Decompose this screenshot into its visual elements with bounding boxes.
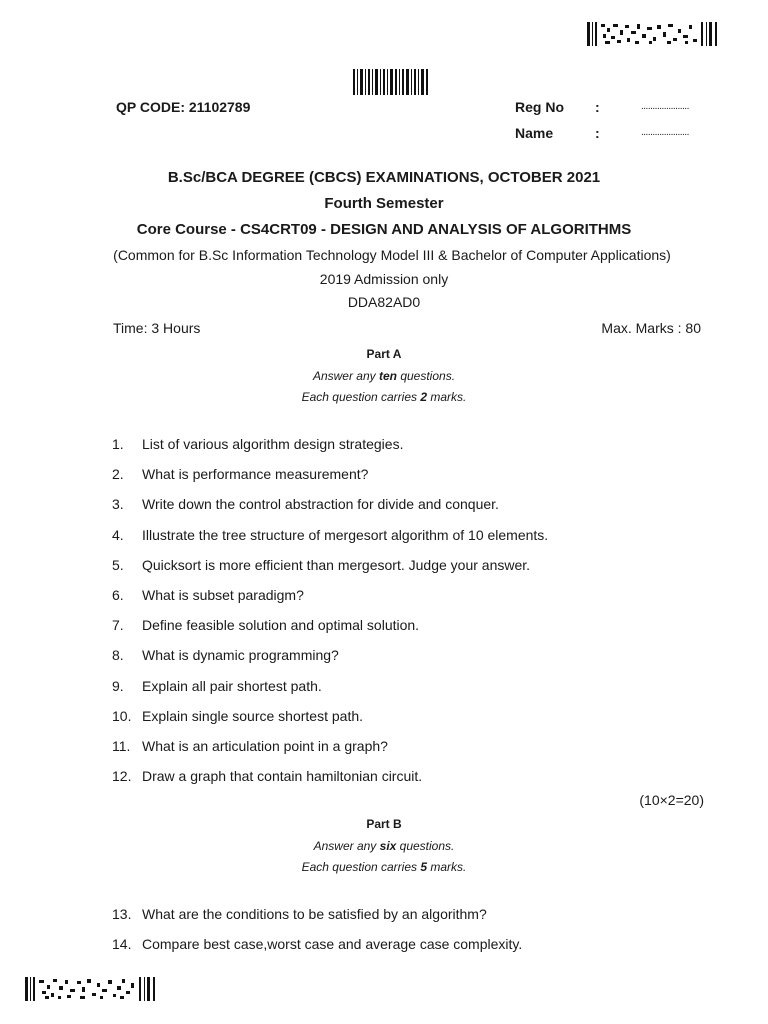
question-text: Explain single source shortest path. <box>142 707 364 724</box>
reg-no-field: ..................... <box>641 101 689 112</box>
question-text: What is an articulation point in a graph? <box>142 738 388 754</box>
reg-no-label: Reg No <box>515 99 564 115</box>
question-number: 6. <box>112 587 124 603</box>
course-title: Core Course - CS4CRT09 - DESIGN AND ANALYSIS OF ALGORITHMS <box>136 221 632 238</box>
question-number: 2. <box>112 466 124 483</box>
question-text: List of various algorithm design strategies. <box>142 436 404 452</box>
barcode-center <box>353 69 429 95</box>
part-a-carry-pre: Each question carries <box>301 390 421 404</box>
question-text: Explain all pair shortest path. <box>142 677 322 694</box>
part-b-instr-bold: six <box>379 839 397 853</box>
question-text: What is subset paradigm? <box>142 587 304 603</box>
question-number: 14. <box>112 936 132 953</box>
part-b-instr-post: questions. <box>396 839 455 853</box>
part-a-carry-bold: 2 <box>420 390 428 404</box>
exam-title: B.Sc/BCA DEGREE (CBCS) EXAMINATIONS, OCTOBER 2021 <box>167 169 601 186</box>
name-label: Name <box>515 125 554 141</box>
part-b-carry-post: marks. <box>427 860 467 874</box>
barcode-bottom-left <box>25 977 157 1001</box>
question-text: What are the conditions to be satisfied by an algorithm? <box>142 906 487 922</box>
question-number: 9. <box>112 677 124 694</box>
barcode-top-right <box>587 22 719 46</box>
part-a-carry-post: marks. <box>427 390 467 404</box>
max-marks: Max. Marks : 80 <box>601 320 701 336</box>
part-a-instr-bold: ten <box>378 369 397 383</box>
question-text: Quicksort is more efficient than mergesort. Judge your answer. <box>142 556 531 573</box>
question-text: Illustrate the tree structure of mergesort algorithm of 10 elements. <box>142 526 549 543</box>
question-number: 4. <box>112 526 124 543</box>
paper-code: DDA82AD0 <box>347 294 421 310</box>
part-a-instr-post: questions. <box>396 369 456 383</box>
part-a-marks-note <box>0 390 768 404</box>
part-b-carry-bold: 5 <box>420 860 428 874</box>
question-number: 11. <box>112 738 131 754</box>
question-number: 1. <box>112 436 124 452</box>
part-b-marks-note <box>0 860 768 874</box>
question-text: Define feasible solution and optimal solution. <box>142 617 420 634</box>
part-b-instruction <box>0 839 768 853</box>
question-number: 8. <box>112 647 124 664</box>
admission: 2019 Admission only <box>319 271 449 287</box>
part-b-title: Part B <box>366 817 402 831</box>
question-text: What is dynamic programming? <box>142 647 339 664</box>
question-text: Compare best case,worst case and average case complexity. <box>142 936 523 953</box>
question-text: Draw a graph that contain hamiltonian circuit. <box>142 768 423 785</box>
semester: Fourth Semester <box>324 195 444 212</box>
part-a-instruction <box>0 369 768 383</box>
part-b-carry-pre: Each question carries <box>301 860 421 874</box>
question-number: 5. <box>112 556 124 573</box>
part-b-instr-pre: Answer any <box>313 839 380 853</box>
question-number: 10. <box>112 707 132 724</box>
name-colon: : <box>595 125 600 141</box>
question-text: What is performance measurement? <box>142 466 369 483</box>
part-a-title: Part A <box>366 347 402 361</box>
qp-code: QP CODE: 21102789 <box>116 99 251 115</box>
time-label: Time: 3 Hours <box>113 320 201 336</box>
question-number: 7. <box>112 617 124 634</box>
question-text: Write down the control abstraction for divide and conquer. <box>142 496 499 513</box>
common-note: (Common for B.Sc Information Technology Model III & Bachelor of Computer Applications) <box>113 247 671 263</box>
part-a-instr-pre: Answer any <box>312 369 379 383</box>
question-number: 12. <box>112 768 132 785</box>
name-field: ..................... <box>641 127 689 138</box>
question-number: 13. <box>112 906 132 922</box>
part-a-total: (10×2=20) <box>639 792 704 808</box>
question-number: 3. <box>112 496 124 513</box>
reg-no-colon: : <box>595 99 600 115</box>
